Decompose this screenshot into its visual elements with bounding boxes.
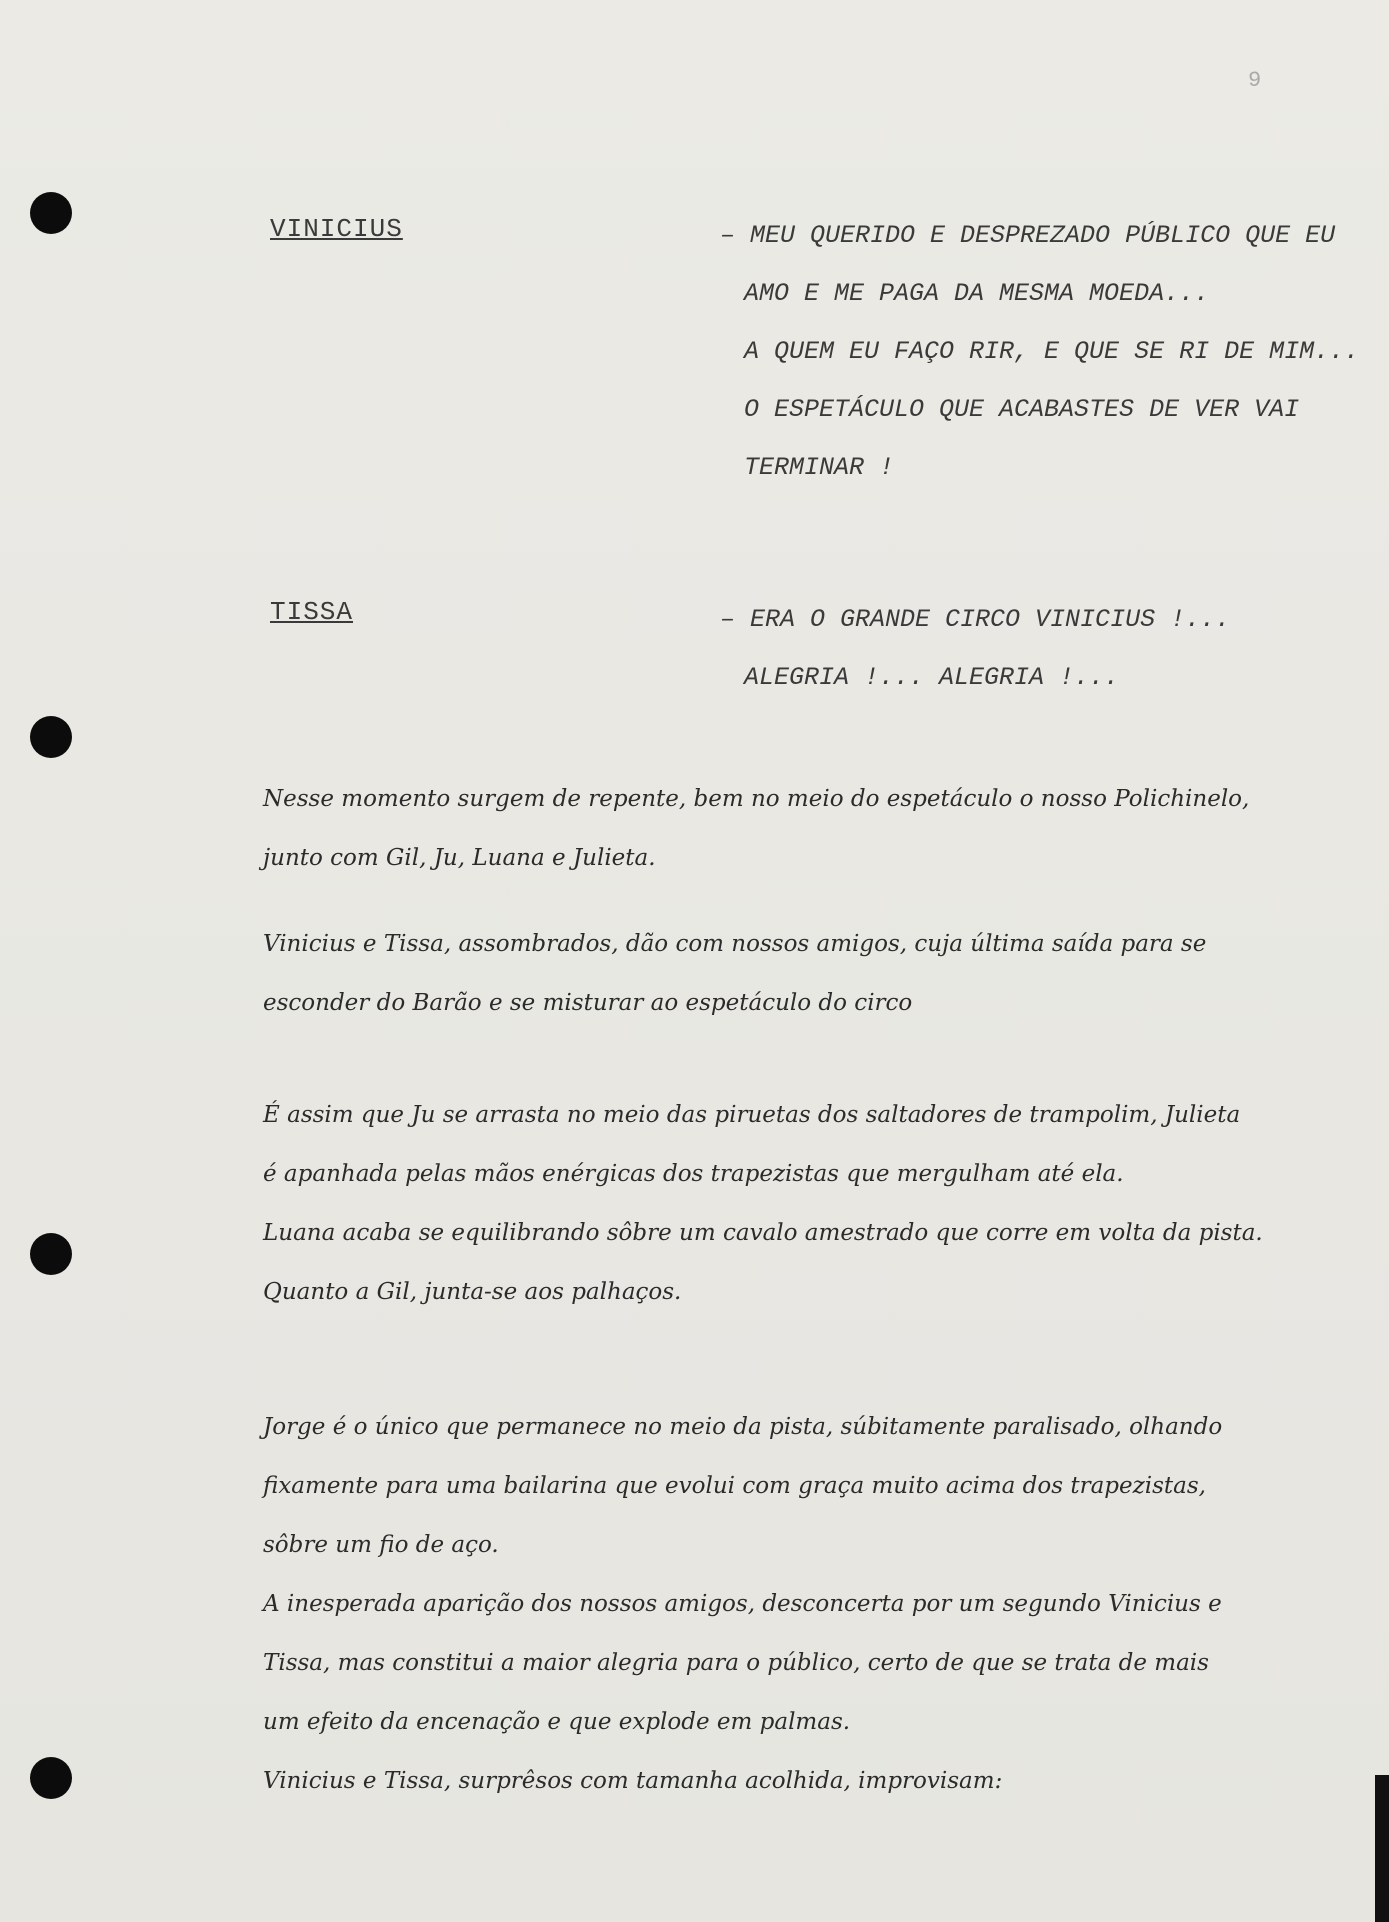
dialog-line: A QUEM EU FAÇO RIR, E QUE SE RI DE MIM... <box>744 337 1360 366</box>
narration-line: Luana acaba se equilibrando sôbre um cavalo amestrado que corre em volta da pista. <box>263 1220 1263 1246</box>
binder-hole <box>30 192 72 234</box>
dialog-line: – MEU QUERIDO E DESPREZADO PÚBLICO QUE EU <box>720 221 1336 250</box>
dialog-tissa <box>720 591 1320 707</box>
narration-line: junto com Gil, Ju, Luana e Julieta. <box>263 845 656 871</box>
binder-hole <box>30 1757 72 1799</box>
narration-paragraph <box>263 915 1353 1033</box>
narration-line: sôbre um fio de aço. <box>263 1532 499 1558</box>
dialog-line: O ESPETÁCULO QUE ACABASTES DE VER VAI <box>744 395 1300 424</box>
dialog-line: TERMINAR ! <box>744 453 895 482</box>
narration-paragraph <box>263 770 1353 888</box>
narration-line: Vinicius e Tissa, surprêsos com tamanha acolhida, improvisam: <box>263 1768 1003 1794</box>
speaker-name-tissa: TISSA <box>270 597 354 627</box>
narration-line: fixamente para uma bailarina que evolui com graça muito acima dos trapezistas, <box>263 1473 1206 1499</box>
narration-line: Tissa, mas constitui a maior alegria para o público, certo de que se trata de mais <box>263 1650 1209 1676</box>
binder-hole <box>30 1233 72 1275</box>
dialog-vinicius <box>720 207 1360 497</box>
narration-line: A inesperada aparição dos nossos amigos, desconcerta por um segundo Vinicius e <box>263 1591 1222 1617</box>
narration-paragraph <box>263 1086 1353 1322</box>
dialog-line: ALEGRIA !... ALEGRIA !... <box>744 663 1120 692</box>
narration-line: Jorge é o único que permanece no meio da pista, súbitamente paralisado, olhando <box>263 1414 1223 1440</box>
narration-line: esconder do Barão e se misturar ao espetáculo do circo <box>263 990 913 1016</box>
page-edge-mark <box>1375 1775 1389 1922</box>
page-number: 9 <box>1248 68 1262 93</box>
binder-hole <box>30 716 72 758</box>
speaker-name-vinicius: VINICIUS <box>270 214 403 244</box>
narration-line: Quanto a Gil, junta-se aos palhaços. <box>263 1279 682 1305</box>
narration-line: um efeito da encenação e que explode em palmas. <box>263 1709 851 1735</box>
dialog-line: – ERA O GRANDE CIRCO VINICIUS !... <box>720 605 1231 634</box>
narration-line: Vinicius e Tissa, assombrados, dão com nossos amigos, cuja última saída para se <box>263 931 1207 957</box>
narration-paragraph <box>263 1398 1353 1811</box>
narration-line: é apanhada pelas mãos enérgicas dos trapezistas que mergulham até ela. <box>263 1161 1124 1187</box>
narration-line: Nesse momento surgem de repente, bem no meio do espetáculo o nosso Polichinelo, <box>263 786 1250 812</box>
dialog-line: AMO E ME PAGA DA MESMA MOEDA... <box>744 279 1210 308</box>
narration-line: É assim que Ju se arrasta no meio das piruetas dos saltadores de trampolim, Julieta <box>263 1102 1241 1128</box>
